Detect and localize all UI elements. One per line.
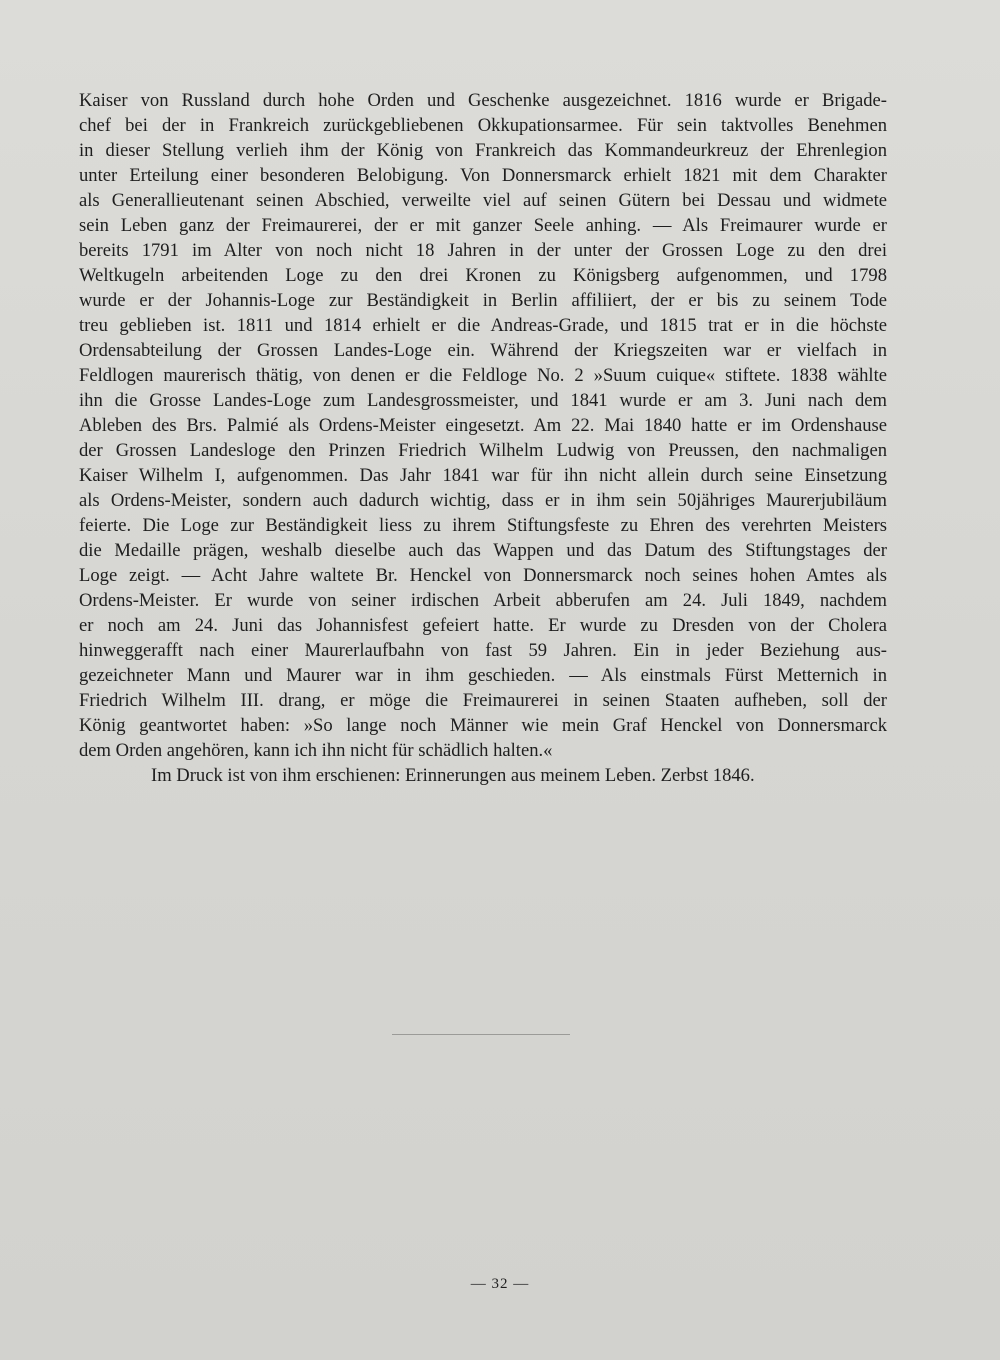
text-line: feierte. Die Loge zur Beständigkeit liess zu ihrem Stiftungsfeste zu Ehren des verehrten Meisters (79, 515, 887, 536)
text-line: dem Orden angehören, kann ich ihn nicht für schädlich halten.« (79, 740, 553, 761)
text-line: in dieser Stellung verlieh ihm der König von Frankreich das Kommandeurkreuz der Ehrenlegion (79, 140, 887, 161)
text-line: als Generallieutenant seinen Abschied, verweilte viel auf seinen Gütern bei Dessau und widmete (79, 190, 887, 211)
text-line: gezeichneter Mann und Maurer war in ihm geschieden. — Als einstmals Fürst Metternich in (79, 665, 887, 686)
text-line: als Ordens-Meister, sondern auch dadurch wichtig, dass er in ihm sein 50jähriges Maurerjubiläum (79, 490, 887, 511)
text-line: hinweggerafft nach einer Maurerlaufbahn von fast 59 Jahren. Ein in jeder Beziehung aus- (79, 640, 887, 661)
text-line: unter Erteilung einer besonderen Belobigung. Von Donnersmarck erhielt 1821 mit dem Charakter (79, 165, 887, 186)
text-line: der Grossen Landesloge den Prinzen Friedrich Wilhelm Ludwig von Preussen, den nachmaligen (79, 440, 887, 461)
text-line: ihn die Grosse Landes-Loge zum Landesgrossmeister, und 1841 wurde er am 3. Juni nach dem (79, 390, 887, 411)
body-text (79, 88, 887, 788)
text-line: chef bei der in Frankreich zurückgebliebenen Okkupationsarmee. Für sein taktvolles Benehmen (79, 115, 887, 136)
text-line: sein Leben ganz der Freimaurerei, der er mit ganzer Seele anhing. — Als Freimaurer wurde er (79, 215, 887, 236)
text-line: Ordens-Meister. Er wurde von seiner irdischen Arbeit abberufen am 24. Juli 1849, nachdem (79, 590, 887, 611)
text-line: König geantwortet haben: »So lange noch Männer wie mein Graf Henckel von Donnersmarck (79, 715, 887, 736)
text-line: treu geblieben ist. 1811 und 1814 erhielt er die Andreas-Grade, und 1815 trat er in die höchste (79, 315, 887, 336)
final-paragraph: Im Druck ist von ihm erschienen: Erinnerungen aus meinem Leben. Zerbst 1846. (151, 765, 755, 786)
text-line: bereits 1791 im Alter von noch nicht 18 Jahren in der unter der Grossen Loge zu den drei (79, 240, 887, 261)
text-line: die Medaille prägen, weshalb dieselbe auch das Wappen und das Datum des Stiftungstages der (79, 540, 887, 561)
text-line: er noch am 24. Juni das Johannisfest gefeiert hatte. Er wurde zu Dresden von der Cholera (79, 615, 887, 636)
text-line: Kaiser von Russland durch hohe Orden und Geschenke ausgezeichnet. 1816 wurde er Brigade- (79, 90, 887, 111)
page-number: — 32 — (470, 1276, 530, 1292)
text-line: Ordensabteilung der Grossen Landes-Loge ein. Während der Kriegszeiten war er vielfach in (79, 340, 887, 361)
text-line: Weltkugeln arbeitenden Loge zu den drei Kronen zu Königsberg aufgenommen, und 1798 (79, 265, 887, 286)
text-line: Loge zeigt. — Acht Jahre waltete Br. Henckel von Donnersmarck noch seines hohen Amtes als (79, 565, 887, 586)
text-line: Kaiser Wilhelm I, aufgenommen. Das Jahr 1841 war für ihn nicht allein durch seine Einsetzung (79, 465, 887, 486)
horizontal-rule (392, 1034, 570, 1035)
text-line: Ableben des Brs. Palmié als Ordens-Meister eingesetzt. Am 22. Mai 1840 hatte er im Ordenshause (79, 415, 887, 436)
text-line: Friedrich Wilhelm III. drang, er möge die Freimaurerei in seinen Staaten aufheben, soll der (79, 690, 887, 711)
text-line: Feldlogen maurerisch thätig, von denen er die Feldloge No. 2 »Suum cuique« stiftete. 1838 wählte (79, 365, 887, 386)
text-line: wurde er der Johannis-Loge zur Beständigkeit in Berlin affiliiert, der er bis zu seinem Tode (79, 290, 887, 311)
